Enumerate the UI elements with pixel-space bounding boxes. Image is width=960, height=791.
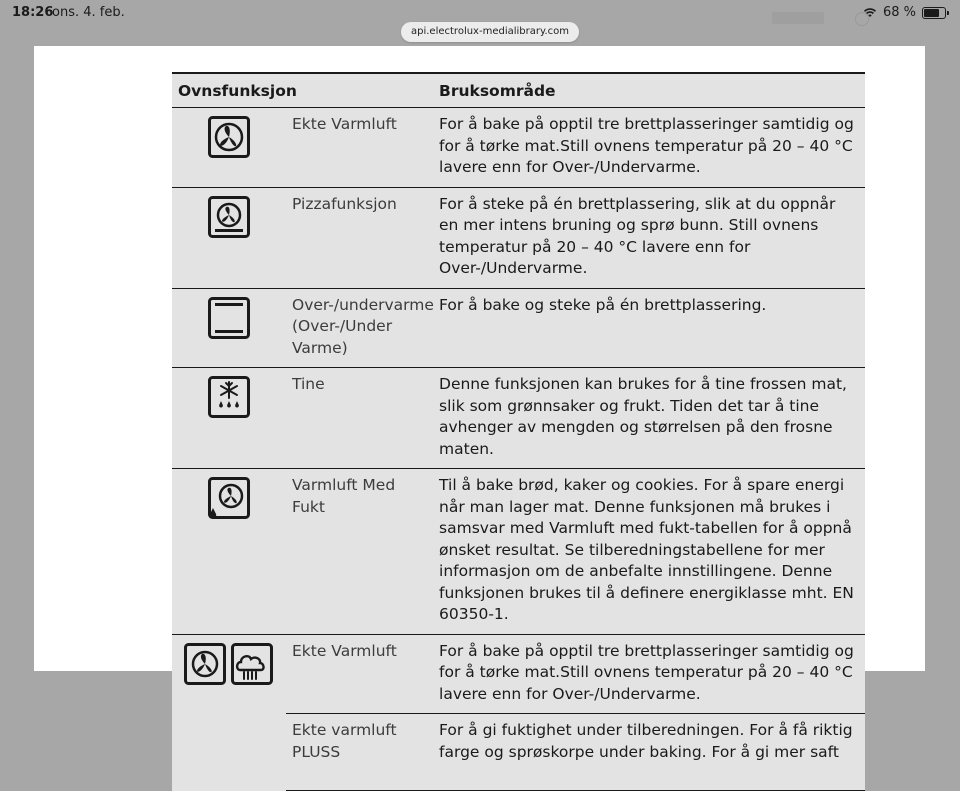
function-usage: For å bake på opptil tre brettplasseringer samtidig og for å tørke mat.Still ovnens temperatur på 20 – 40 °C lavere enn for Over-/Undervarme. [433, 108, 865, 188]
function-usage: For å gi fuktighet under tilberedningen. For å få riktig farge og sprøskorpe under baking. For å gi mer saft [433, 714, 865, 791]
function-usage: Denne funksjonen kan brukes for å tine frossen mat, slik som grønnsaker og frukt. Tiden det tar å tine avhenger av mengden og størrelsen på den frosne maten. [433, 368, 865, 469]
header-usage: Bruksområde [433, 73, 865, 108]
table-row [172, 108, 865, 188]
status-date: ons. 4. feb. [52, 5, 125, 20]
icon-cell [172, 469, 286, 635]
top-bottom-heat-icon [208, 297, 250, 339]
table-header-row [172, 73, 865, 108]
faint-toolbar-item [772, 12, 824, 24]
table-row [172, 469, 865, 635]
status-right [863, 5, 946, 20]
function-name: Ekte Varmluft [286, 108, 433, 188]
function-name: Ekte varmluft PLUSS [286, 714, 433, 791]
function-usage: For å steke på én brettplassering, slik at du oppnår en mer intens bruning og sprø bunn. Still ovnens temperatur på 20 – 40 °C lavere enn for Over-/Undervarme. [433, 187, 865, 288]
oven-functions-table [172, 72, 865, 791]
function-name: Pizzafunksjon [286, 187, 433, 288]
wifi-icon [863, 7, 877, 18]
icon-cell [172, 288, 286, 368]
fan-oven-icon [208, 116, 250, 158]
icon-cell [172, 187, 286, 288]
icon-cell [172, 368, 286, 469]
function-name: Varmluft Med Fukt [286, 469, 433, 635]
table-row [172, 634, 865, 714]
table-row [172, 368, 865, 469]
function-name: Tine [286, 368, 433, 469]
function-name: Ekte Varmluft [286, 634, 433, 714]
status-time: 18:26 [12, 5, 54, 20]
icon-cell [172, 108, 286, 188]
function-name: Over-/undervarme (Over-/Under Varme) [286, 288, 433, 368]
pizza-function-icon [208, 196, 250, 238]
function-usage: For å bake og steke på én brettplassering. [433, 288, 865, 368]
function-usage: Til å bake brød, kaker og cookies. For å spare energi når man lager mat. Denne funksjonen må brukes i samsvar med Varmluft med fukt-tabellen for å oppnå ønsket resultat. Se tilberedningstabellene for mer informasjon om de anbefalte innstillingene. Denne funksjonen brukes til å definere energiklasse mht. EN 60350-1. [433, 469, 865, 635]
icon-cell [172, 634, 286, 791]
defrost-icon [208, 376, 250, 418]
function-usage: For å bake på opptil tre brettplasseringer samtidig og for å tørke mat.Still ovnens temperatur på 20 – 40 °C lavere enn for Over-/Undervarme. [433, 634, 865, 714]
battery-percent: 68 % [882, 5, 916, 20]
battery-icon [922, 7, 946, 19]
header-function: Ovnsfunksjon [172, 73, 433, 108]
fan-oven-steam-icon [184, 643, 274, 687]
table-row [172, 187, 865, 288]
document-page [34, 46, 925, 761]
table-row [172, 288, 865, 368]
moist-fan-baking-icon [208, 477, 250, 521]
url-bar[interactable]: api.electrolux-medialibrary.com [401, 22, 579, 42]
